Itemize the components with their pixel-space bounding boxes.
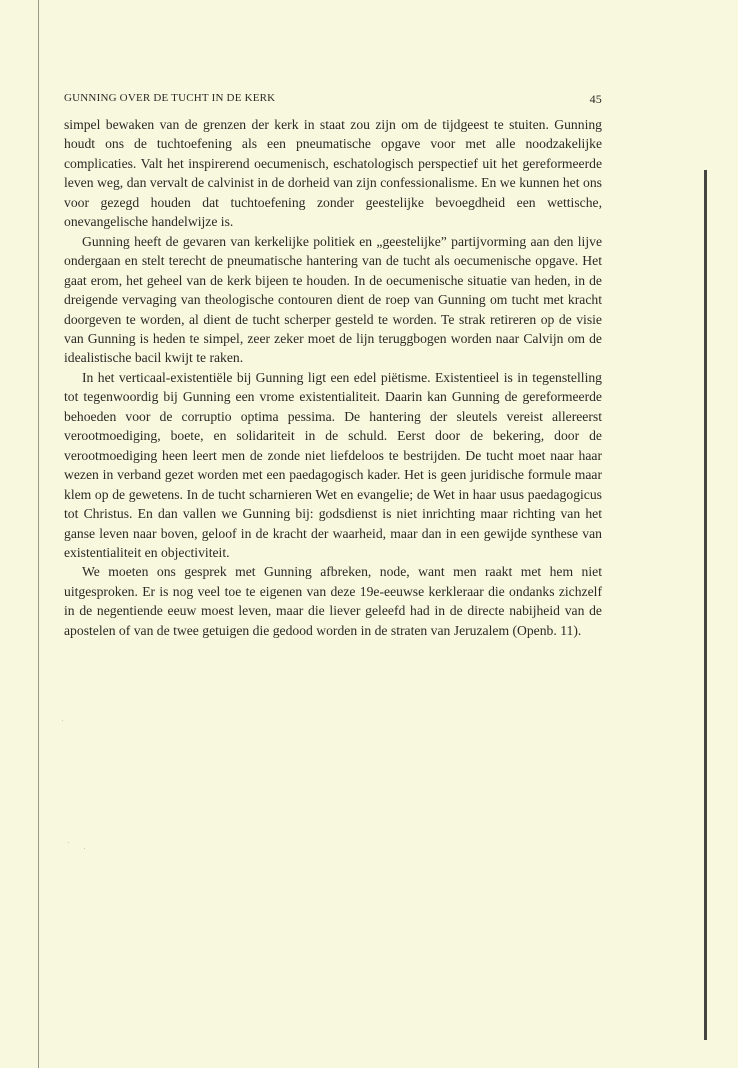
paragraph: In het verticaal-existentiële bij Gunning ligt een edel piëtisme. Existentieel is in tegenstelling tot tegenwoordig bij Gunning een vrome existentialiteit. Daarin kan Gunning de gereformeerde behoeden voor de corruptio optima pessima. De hantering der sleutels vereist allereerst verootmoediging, boete, en solidariteit in de schuld. Eerst door de bekering, door de verootmoediging heen leert men de zonde niet liefdeloos te bestrijden. De tucht moet naar haar wezen in verband gezet worden met een paedagogisch kader. Het is geen juridische formule maar klem op de gewetens. In de tucht scharnieren Wet en evangelie; de Wet in haar usus paedagogicus tot Christus. En dan vallen we Gunning bij: godsdienst is niet inrichting maar richting van het ganse leven naar boven, geloof in de kracht der waarheid, maar dan in een gewijde synthese van existentialiteit en objectiviteit. xyxy=(64,369,602,560)
scan-speck xyxy=(68,842,69,843)
page-number: 45 xyxy=(589,92,602,106)
paragraph: simpel bewaken van de grenzen der kerk in staat zou zijn om de tijdgeest te stuiten. Gunning houdt ons de tuchtoefening als een pneumatische opgave voor met alle noodzakelijke complicaties. Valt het inspirerend oecumenisch, eschatologisch perspectief uit het gereformeerde leven weg, dan vervalt de calvinist in de dorheid van zijn confessionalisme. En we kunnen het ons voor gezegd houden dat tuchtoefening zonder geestelijke bevoegdheid een wettische, onevangelische handelwijze is. xyxy=(64,117,602,230)
paragraph: We moeten ons gesprek met Gunning afbreken, node, want men raakt met hem niet uitgesproken. Er is nog veel toe te eigenen van deze 19e-eeuwse kerkleraar die ondanks zichzelf in de negentiende eeuw moest leven, maar die liever geleefd had in de directe nabijheid van de apostelen of van de twee getuigen die gedood worden in de straten van Jeruzalem (Openb. 11). xyxy=(64,564,602,638)
body-text xyxy=(64,115,602,640)
paragraph: Gunning heeft de gevaren van kerkelijke politiek en „geestelijke” partijvorming aan den lijve ondergaan en stelt terecht de pneumatische hantering van de tucht als oecumenische opgave. Het gaat erom, het geheel van de kerk bijeen te houden. In de oecumenische situatie van heden, in de dreigende vervaging van theologische contouren dient de roep van Gunning om tucht met kracht doorgeven te worden, al dient de tucht scherper gesteld te worden. Te strak retireren op de visie van Gunning is heden te simpel, zeer zeker moet de lijn teruggbogen worden naar Calvijn om de idealistische bacil kwijt te raken. xyxy=(64,233,602,366)
page-edge-rule xyxy=(38,0,39,1068)
running-head xyxy=(64,88,602,106)
scan-speck xyxy=(84,848,85,849)
document-page xyxy=(64,88,602,640)
running-title: GUNNING OVER DE TUCHT IN DE KERK xyxy=(64,92,276,104)
scan-speck xyxy=(62,720,63,721)
scan-margin-rule xyxy=(704,170,707,1040)
